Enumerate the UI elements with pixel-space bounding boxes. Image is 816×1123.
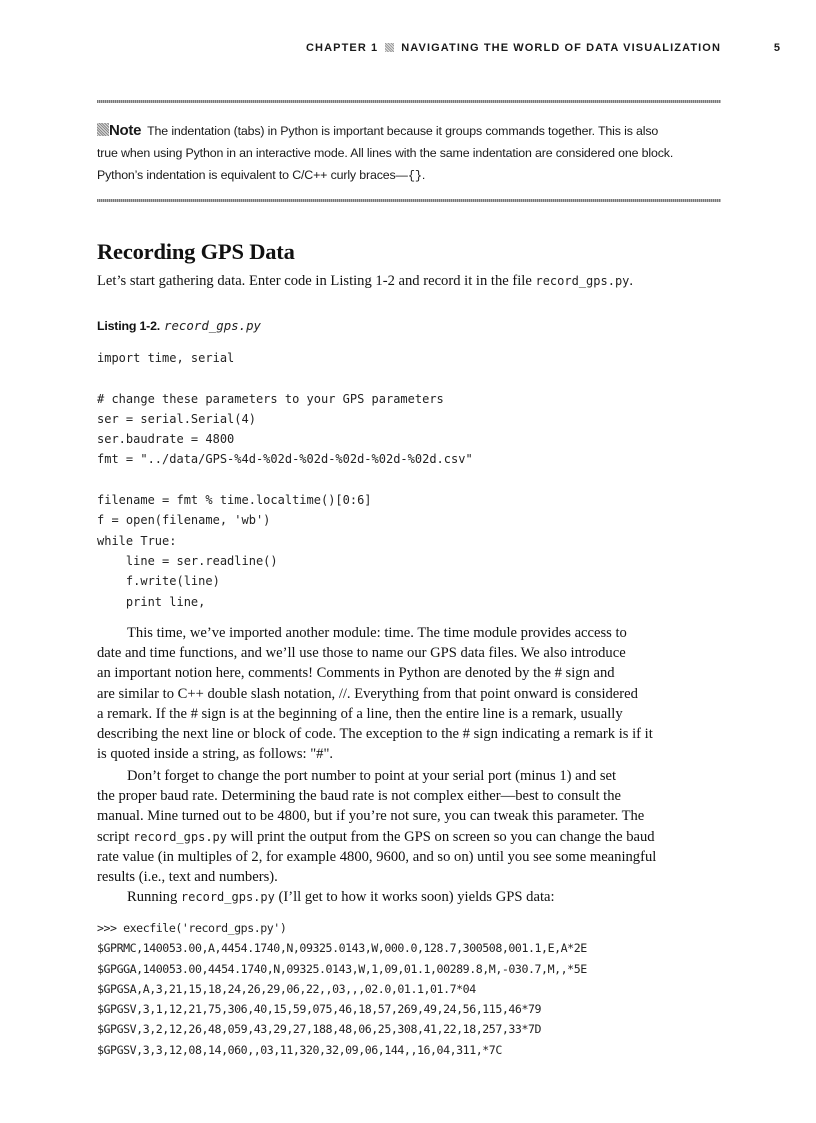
para3-line (97, 887, 727, 907)
listing-caption (97, 317, 261, 335)
para2-filename: record_gps.py (133, 829, 227, 844)
note-code-braces: {} (407, 169, 422, 183)
para1-line: This time, we’ve imported another module: time. The time module provides access to (127, 625, 627, 641)
paragraph-running (97, 887, 727, 907)
output-line: $GPGSV,3,1,12,21,75,306,40,15,59,075,46,18,57,269,49,24,56,115,46*79 (97, 1002, 542, 1017)
output-line: $GPGGA,140053.00,4454.1740,N,09325.0143,W,1,09,01.1,00289.8,M,-030.7,M,,*5E (97, 961, 587, 976)
code-line: line = ser.readline() (97, 553, 278, 568)
intro-filename: record_gps.py (535, 274, 630, 288)
chapter-title: NAVIGATING THE WORLD OF DATA VISUALIZATION (401, 42, 721, 54)
gps-output-listing (97, 918, 587, 1060)
running-header (0, 42, 721, 54)
separator-square-icon (385, 43, 394, 52)
code-line: ser.baudrate = 4800 (97, 432, 235, 447)
para2-line-2: the proper baud rate. Determining the baud rate is not complex either—best to consult the (97, 788, 621, 805)
para1-line: describing the next line or block of code. The exception to the # sign indicating a remark is if it (97, 725, 653, 742)
output-line: $GPRMC,140053.00,A,4454.1740,N,09325.0143,W,000.0,128.7,300508,001.1,E,A*2E (97, 941, 587, 956)
code-line: while True: (97, 533, 177, 548)
note-label: Note (109, 122, 142, 139)
section-intro (97, 273, 633, 290)
code-line (97, 368, 473, 388)
code-line: # change these parameters to your GPS parameters (97, 391, 444, 406)
output-line: >>> execfile('record_gps.py') (97, 921, 287, 935)
code-line: print line, (97, 594, 206, 609)
output-line: $GPGSV,3,3,12,08,14,060,,03,11,320,32,09,06,144,,16,04,311,*7C (97, 1042, 502, 1057)
page-number: 5 (773, 42, 780, 54)
para2-line-6: results (i.e., text and numbers). (97, 868, 278, 885)
section-heading: Recording GPS Data (97, 239, 295, 264)
note-text-3: Python’s indentation is equivalent to C/C++ curly braces— (97, 168, 408, 182)
listing-label: Listing 1-2. (97, 319, 161, 333)
para1-line: a remark. If the # sign is at the beginning of a line, then the entire line is a remark, usually (97, 705, 623, 722)
output-line: $GPGSV,3,2,12,26,48,059,43,29,27,188,48,06,25,308,41,22,18,257,33*7D (97, 1022, 542, 1037)
code-line: ser = serial.Serial(4) (97, 411, 256, 426)
note-line-3 (97, 164, 723, 187)
chapter-label: CHAPTER 1 (306, 42, 379, 54)
para1-line: date and time functions, and we’ll use those to name our GPS data files. We also introduce (97, 645, 626, 662)
output-line: $GPGSA,A,3,21,15,18,24,26,29,06,22,,03,,,02.0,01.1,01.7*04 (97, 981, 476, 996)
para1-line: an important notion here, comments! Comments in Python are denoted by the # sign and (97, 665, 615, 682)
para2-line-3: manual. Mine turned out to be 4800, but if you’re not sure, you can tweak this parameter. The (97, 808, 645, 825)
code-line: fmt = "../data/GPS-%4d-%02d-%02d-%02d-%02d-%02d.csv" (97, 452, 473, 467)
paragraph-baud-rate (97, 766, 727, 887)
code-line: import time, serial (97, 351, 235, 365)
para3-end: (I’ll get to how it works soon) yields GPS data: (274, 889, 555, 905)
note-box (97, 120, 723, 187)
note-text-1: The indentation (tabs) in Python is important because it groups commands together. This is also (147, 124, 659, 138)
code-line: f = open(filename, 'wb') (97, 513, 271, 528)
para2-line-4 (97, 827, 727, 847)
note-text-3-end: . (421, 168, 426, 182)
para2-line-4-end: will print the output from the GPS on screen so you can change the baud (227, 828, 655, 845)
intro-end: . (629, 273, 634, 289)
code-line: filename = fmt % time.localtime()[0:6] (97, 493, 372, 508)
para1-line: are similar to C++ double slash notation, //. Everything from that point onward is considered (97, 685, 638, 702)
para2-line-4-start: script (97, 828, 134, 845)
code-line (97, 470, 473, 490)
note-bottom-rule (97, 199, 721, 202)
code-listing (97, 348, 473, 612)
intro-text: Let’s start gathering data. Enter code in Listing 1-2 and record it in the file (97, 273, 536, 289)
para2-line-5: rate value (in multiples of 2, for example 4800, 9600, and so on) until you see some meaningful (97, 848, 657, 865)
paragraph-comments (97, 623, 727, 764)
note-marker-icon (97, 123, 109, 136)
note-line-2: true when using Python in an interactive mode. All lines with the same indentation are considered one block. (97, 146, 674, 160)
para2-line-1: Don’t forget to change the port number to point at your serial port (minus 1) and set (127, 768, 617, 784)
listing-filename: record_gps.py (164, 318, 261, 333)
code-line: f.write(line) (97, 574, 220, 589)
note-line-1 (97, 120, 723, 142)
para1-line: is quoted inside a string, as follows: "#". (97, 746, 334, 763)
para3-filename: record_gps.py (180, 890, 275, 904)
para3-start: Running (127, 889, 181, 905)
note-top-rule (97, 100, 721, 103)
